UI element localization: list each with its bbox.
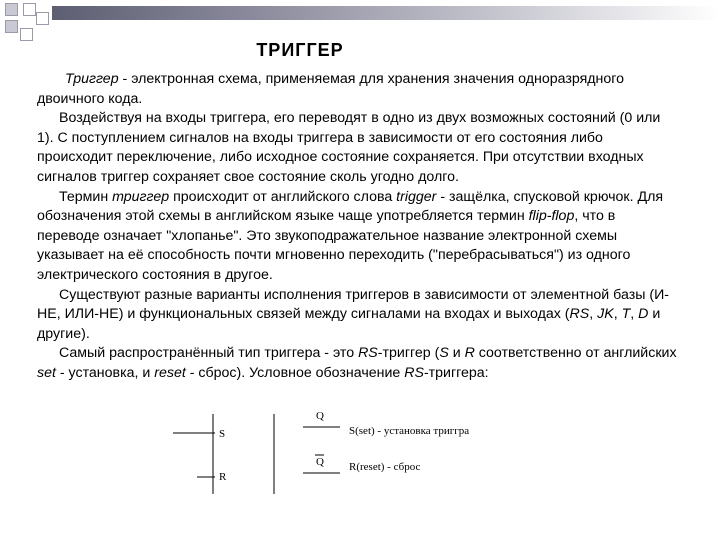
corner-square-2 [23, 3, 36, 16]
paragraph-etymology: Термин триггер происходит от английского слова trigger - защёлка, спусковой крючок. Для обозначения этой схемы в английском языке чаще употребляется термин flip-flop, что в переводе означает "хлопанье". Это звукоподражательное название электронной схемы указывает на её способность почти мгновенно переходить ("перебрасываться") из одного электрического состояния в другое. [37, 188, 664, 283]
corner-square-4 [5, 20, 18, 33]
corner-square-3 [36, 12, 49, 25]
term-trigger-en: trigger [396, 188, 437, 205]
input-r-label: R [219, 471, 227, 483]
slide-body [37, 70, 677, 384]
corner-square-1 [5, 3, 18, 16]
legend-reset: R(reset) - сброс [349, 461, 421, 473]
paragraph-variants: Существуют разные варианты исполнения триггеров в зависимости от элементной базы (И-НЕ, ИЛИ-НЕ) и функциональных связей между сигналами на входах и выходах (RS, JK, T, D и другие). [37, 286, 669, 342]
paragraph-states: Воздействуя на входы триггера, его переводят в одно из двух возможных состояний (0 или 1). С поступлением сигналов на входы триггера в зависимости от его состояния либо происходит переключение, либо исходное состояние сохраняется. При отсутствии входных сигналов триггер сохраняет свое состояние сколь угодно долго. [37, 110, 661, 185]
slide-title: ТРИГГЕР [256, 40, 344, 60]
output-q-bar-label: Q [316, 456, 324, 468]
term-trigger: Триггер [65, 71, 119, 87]
header-gradient-bar [52, 6, 720, 20]
term-flip-flop: flip-flop [528, 208, 575, 225]
term-trigger-ru: триггер [112, 188, 170, 205]
input-s-label: S [219, 428, 226, 440]
paragraph-definition: Триггер - электронная схема, применяемая для хранения значения одноразрядного двоичного кода. [37, 71, 625, 107]
paragraph-rs-trigger: Самый распространённый тип триггера - это RS-триггер (S и R соответственно от английских set - установка, и reset - сброс). Условное обозначение RS-триггера: [37, 345, 677, 381]
output-q-label: Q [316, 410, 324, 422]
legend-set: S(set) - установка триггра [349, 425, 470, 437]
